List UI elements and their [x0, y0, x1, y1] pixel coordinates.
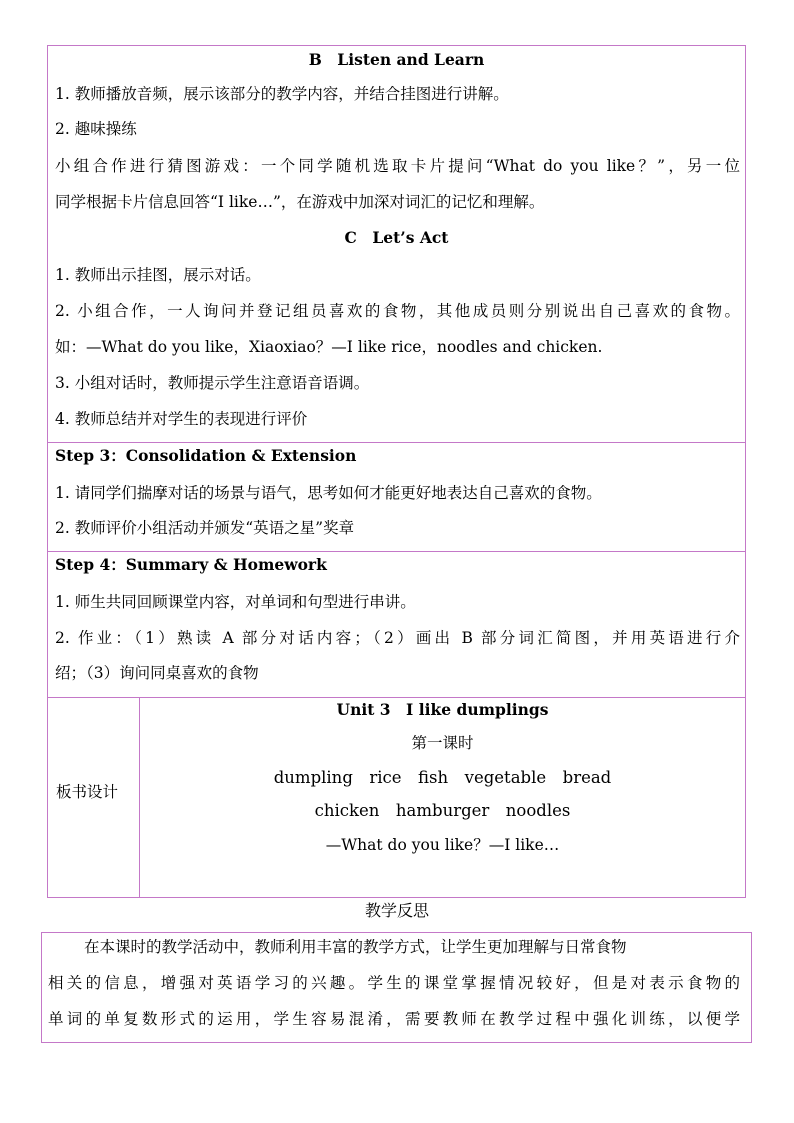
section-b-line-2: 2. 趣味操练 [55, 120, 137, 138]
section-b-line-3: 小组合作进行猜图游戏：一个同学随机选取卡片提问“What do you like？”，另一位 [55, 157, 740, 175]
board-column-divider [139, 697, 140, 898]
section-c-line-2: 2. 小组合作，一人询问并登记组员喜欢的食物，其他成员则分别说出自己喜欢的食物。 [55, 302, 740, 320]
board-words-1: dumpling rice fish vegetable bread [273, 768, 612, 787]
divider-step4 [47, 551, 746, 552]
step4-line-2: 2. 作业：（1）熟读 A 部分对话内容；（2）画出 B 部分词汇简图，并用英语进行介 [55, 629, 740, 647]
step3-line-2: 2. 教师评价小组活动并颁发“英语之星”奖章 [55, 519, 355, 537]
section-c-line-4: 3. 小组对话时，教师提示学生注意语音语调。 [55, 374, 370, 392]
section-c-heading: C Let’s Act [344, 228, 449, 247]
reflection-line-3: 单词的单复数形式的运用，学生容易混淆，需要教师在教学过程中强化训练，以便学 [48, 1010, 740, 1028]
board-words-2: chicken hamburger noodles [314, 801, 571, 820]
board-title: Unit 3 I like dumplings [336, 700, 549, 719]
step4-line-1: 1. 师生共同回顾课堂内容，对单词和句型进行串讲。 [55, 593, 416, 611]
step4-heading: Step 4：Summary & Homework [55, 555, 327, 574]
reflection-line-1: 在本课时的教学活动中，教师利用丰富的教学方式，让学生更加理解与日常食物 [84, 938, 627, 956]
section-c-line-3: 如：—What do you like，Xiaoxiao？—I like rice，noodles and chicken. [55, 338, 603, 356]
section-b-line-1: 1. 教师播放音频，展示该部分的教学内容，并结合挂图进行讲解。 [55, 85, 509, 103]
step3-line-1: 1. 请同学们揣摩对话的场景与语气，思考如何才能更好地表达自己喜欢的食物。 [55, 484, 602, 502]
step3-heading: Step 3：Consolidation & Extension [55, 446, 357, 465]
section-c-line-1: 1. 教师出示挂图，展示对话。 [55, 266, 261, 284]
reflection-line-2: 相关的信息，增强对英语学习的兴趣。学生的课堂掌握情况较好，但是对表示食物的 [48, 974, 740, 992]
step4-line-3: 绍；（3）询问同桌喜欢的食物 [55, 664, 259, 682]
section-b-line-4: 同学根据卡片信息回答“I like…”，在游戏中加深对词汇的记忆和理解。 [55, 193, 545, 211]
section-c-line-5: 4. 教师总结并对学生的表现进行评价 [55, 410, 308, 428]
reflection-title: 教学反思 [364, 901, 429, 920]
board-label: 板书设计 [56, 783, 119, 801]
board-sentence: —What do you like？—I like… [325, 836, 560, 854]
divider-board [47, 697, 746, 698]
board-lesson: 第一课时 [411, 734, 474, 752]
section-b-heading: B Listen and Learn [308, 50, 485, 69]
divider-step3 [47, 442, 746, 443]
